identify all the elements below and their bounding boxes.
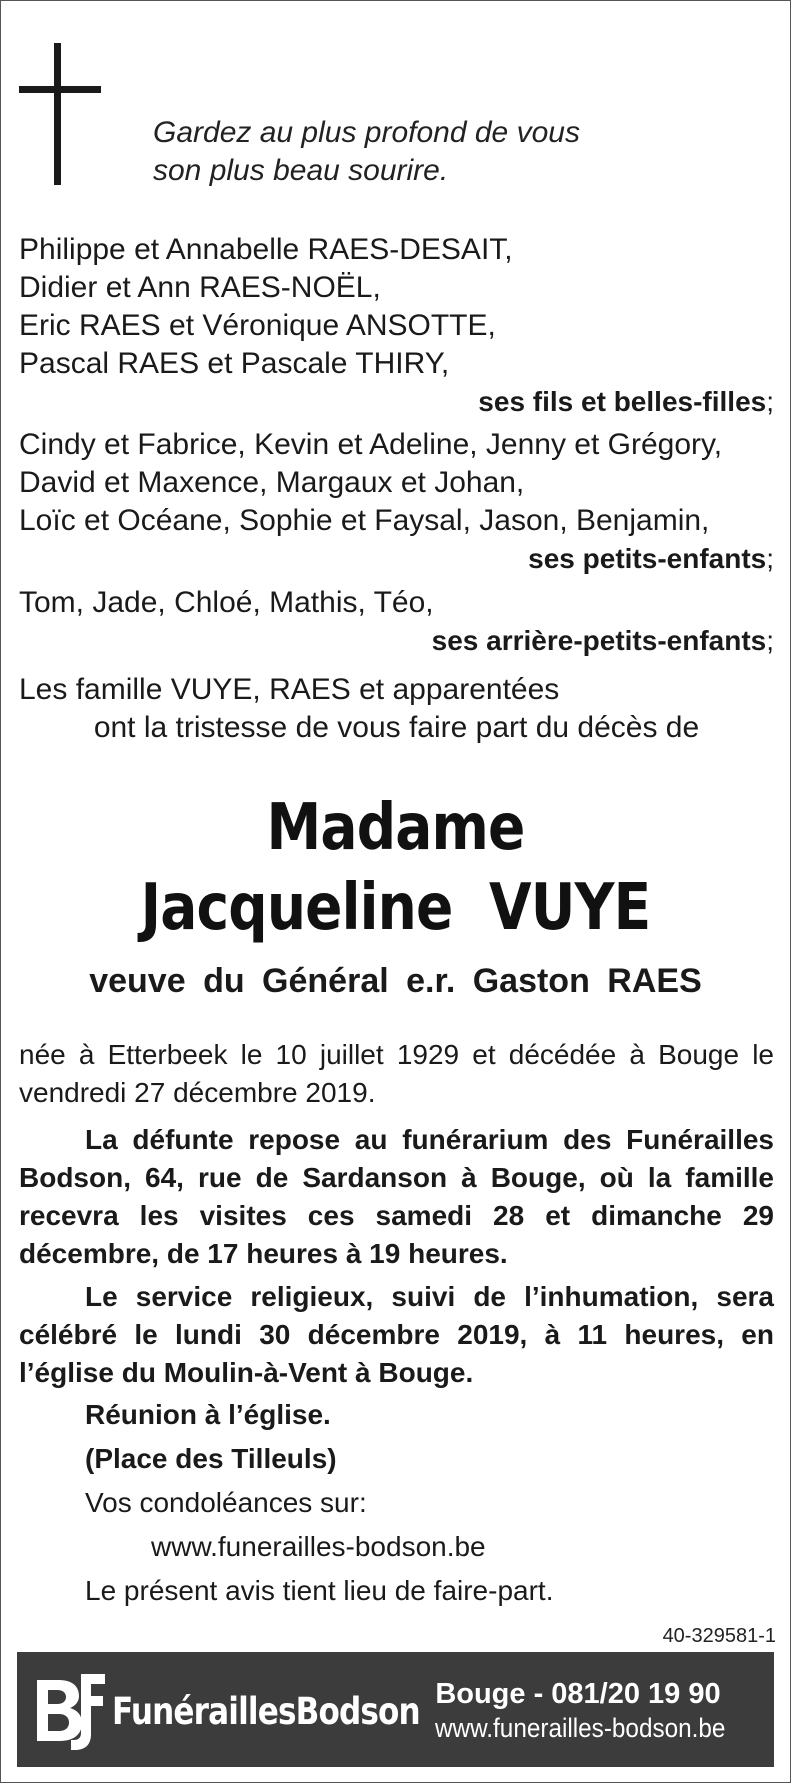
- grandchildren-section: [19, 426, 774, 578]
- bodson-logo-icon: [31, 1670, 109, 1752]
- reference-number: 40-329581-1: [662, 1625, 776, 1647]
- funerarium-paragraph: La défunte repose au funérarium des Funérailles Bodson, 64, rue de Sardanson à Bouge, où la famille recevra les visites ces samedi 28 et dimanche 29 décembre, de 17 heures à 19 heures.: [19, 1124, 774, 1269]
- service-paragraph: Le service religieux, suivi de l’inhumation, sera célébré le lundi 30 décembre 2019, à 11 heures, en l’église du Moulin-à-Vent à Bouge.: [19, 1281, 774, 1388]
- birth-death-paragraph: née à Etterbeek le 10 juillet 1929 et décédée à Bouge le vendredi 27 décembre 2019.: [19, 1039, 774, 1108]
- brand-name: FunéraillesBodson: [112, 1690, 420, 1733]
- family-line: Tom, Jade, Chloé, Mathis, Téo,: [19, 586, 434, 619]
- relation-label: ses fils et belles-filles;: [478, 386, 774, 417]
- widow-of: veuve du Général e.r. Gaston RAES: [89, 962, 702, 1000]
- family-line: David et Maxence, Margaux et Johan,: [19, 466, 525, 499]
- deceased-title: Madame: [266, 791, 525, 865]
- family-line: Eric RAES et Véronique ANSOTTE,: [19, 309, 496, 342]
- great-grandchildren-section: [19, 584, 774, 660]
- footer-banner: [17, 1652, 774, 1767]
- family-line: Loïc et Océane, Sophie et Faysal, Jason, Benjamin,: [19, 504, 710, 537]
- website-link[interactable]: www.funerailles-bodson.be: [435, 1713, 726, 1743]
- announcement-line: ont la tristesse de vous faire part du décès de: [93, 711, 700, 744]
- children-section: [19, 231, 774, 421]
- quote-line: Gardez au plus profond de vous: [153, 116, 580, 149]
- condolences-url[interactable]: www.funerailles-bodson.be: [151, 1531, 486, 1562]
- families-line: Les famille VUYE, RAES et apparentées: [19, 673, 560, 706]
- relation-label: ses arrière-petits-enfants;: [431, 625, 774, 656]
- quote-line: son plus beau sourire.: [153, 154, 449, 187]
- deceased-name: Jacqueline VUYE: [140, 871, 651, 945]
- families-section: [19, 671, 774, 747]
- family-line: Didier et Ann RAES-NOËL,: [19, 271, 381, 304]
- family-line: Philippe et Annabelle RAES-DESAIT,: [19, 233, 513, 266]
- meeting-line: Réunion à l’église.: [85, 1399, 331, 1430]
- place-line: (Place des Tilleuls): [85, 1443, 337, 1474]
- relation-label: ses petits-enfants;: [528, 543, 774, 574]
- contact-block: [435, 1677, 758, 1745]
- epitaph-quote: [153, 114, 580, 190]
- family-line: Pascal RAES et Pascale THIRY,: [19, 347, 450, 380]
- family-line: Cindy et Fabrice, Kevin et Adeline, Jenny et Grégory,: [19, 428, 723, 461]
- condolences-label: Vos condoléances sur:: [85, 1487, 367, 1518]
- phone-number[interactable]: Bouge - 081/20 19 90: [435, 1678, 721, 1710]
- notice-line: Le présent avis tient lieu de faire-part.: [85, 1575, 554, 1606]
- ceremony-details: [19, 1396, 774, 1610]
